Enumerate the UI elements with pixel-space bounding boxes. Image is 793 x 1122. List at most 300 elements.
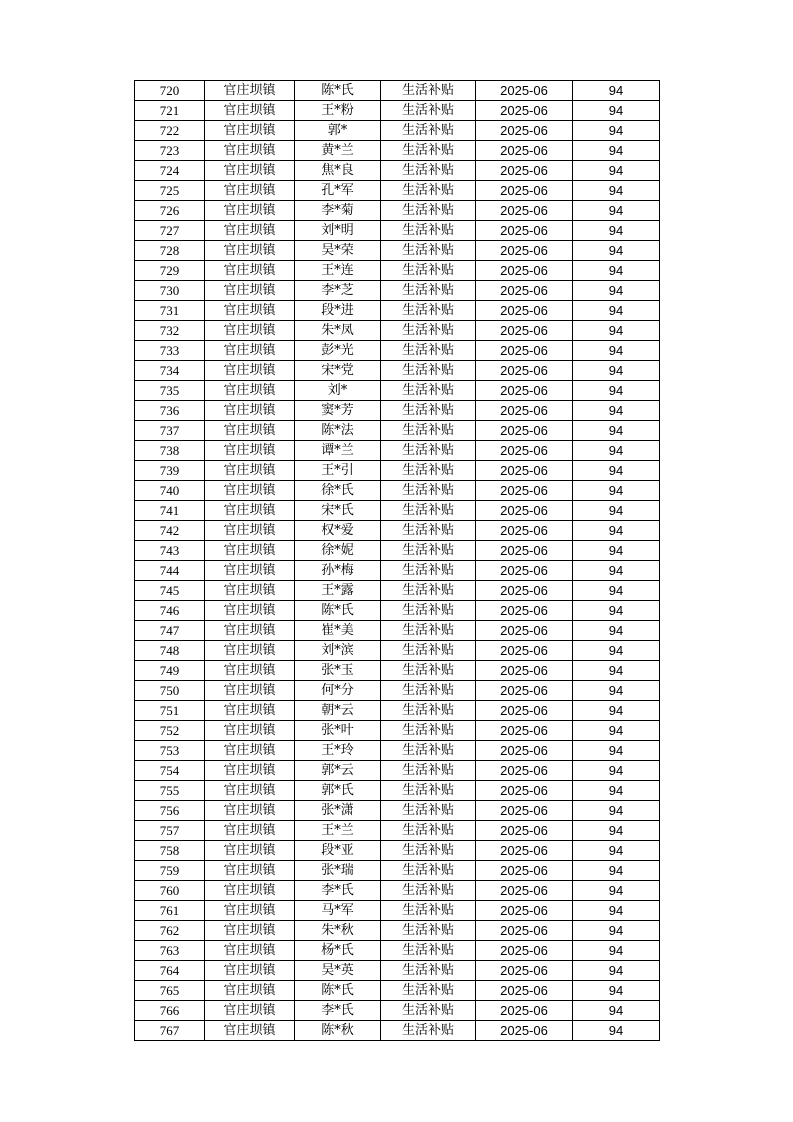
amount-cell: 94 bbox=[573, 561, 660, 581]
town-cell: 官庄坝镇 bbox=[205, 161, 295, 181]
table-row bbox=[135, 841, 660, 861]
period-cell: 2025-06 bbox=[476, 881, 573, 901]
table-row bbox=[135, 81, 660, 101]
subsidy-type-cell: 生活补贴 bbox=[381, 381, 476, 401]
subsidy-type-cell: 生活补贴 bbox=[381, 341, 476, 361]
table-row bbox=[135, 261, 660, 281]
period-cell: 2025-06 bbox=[476, 181, 573, 201]
subsidy-type-cell: 生活补贴 bbox=[381, 161, 476, 181]
row-number-cell: 755 bbox=[135, 781, 205, 801]
table-row bbox=[135, 401, 660, 421]
subsidy-type-cell: 生活补贴 bbox=[381, 661, 476, 681]
period-cell: 2025-06 bbox=[476, 161, 573, 181]
amount-cell: 94 bbox=[573, 621, 660, 641]
period-cell: 2025-06 bbox=[476, 581, 573, 601]
row-number-cell: 748 bbox=[135, 641, 205, 661]
town-cell: 官庄坝镇 bbox=[205, 361, 295, 381]
row-number-cell: 761 bbox=[135, 901, 205, 921]
recipient-name-cell: 李*氏 bbox=[295, 1001, 381, 1021]
period-cell: 2025-06 bbox=[476, 841, 573, 861]
recipient-name-cell: 段*亚 bbox=[295, 841, 381, 861]
amount-cell: 94 bbox=[573, 381, 660, 401]
row-number-cell: 757 bbox=[135, 821, 205, 841]
row-number-cell: 756 bbox=[135, 801, 205, 821]
row-number-cell: 728 bbox=[135, 241, 205, 261]
table-row bbox=[135, 961, 660, 981]
recipient-name-cell: 徐*妮 bbox=[295, 541, 381, 561]
table-row bbox=[135, 101, 660, 121]
recipient-name-cell: 崔*美 bbox=[295, 621, 381, 641]
row-number-cell: 753 bbox=[135, 741, 205, 761]
period-cell: 2025-06 bbox=[476, 681, 573, 701]
subsidy-type-cell: 生活补贴 bbox=[381, 261, 476, 281]
period-cell: 2025-06 bbox=[476, 641, 573, 661]
recipient-name-cell: 宋*党 bbox=[295, 361, 381, 381]
row-number-cell: 734 bbox=[135, 361, 205, 381]
period-cell: 2025-06 bbox=[476, 461, 573, 481]
period-cell: 2025-06 bbox=[476, 421, 573, 441]
town-cell: 官庄坝镇 bbox=[205, 241, 295, 261]
subsidy-type-cell: 生活补贴 bbox=[381, 921, 476, 941]
recipient-name-cell: 徐*氏 bbox=[295, 481, 381, 501]
period-cell: 2025-06 bbox=[476, 561, 573, 581]
table-row bbox=[135, 501, 660, 521]
town-cell: 官庄坝镇 bbox=[205, 481, 295, 501]
town-cell: 官庄坝镇 bbox=[205, 861, 295, 881]
period-cell: 2025-06 bbox=[476, 781, 573, 801]
subsidy-type-cell: 生活补贴 bbox=[381, 721, 476, 741]
row-number-cell: 727 bbox=[135, 221, 205, 241]
period-cell: 2025-06 bbox=[476, 321, 573, 341]
town-cell: 官庄坝镇 bbox=[205, 541, 295, 561]
amount-cell: 94 bbox=[573, 841, 660, 861]
town-cell: 官庄坝镇 bbox=[205, 301, 295, 321]
subsidy-type-cell: 生活补贴 bbox=[381, 681, 476, 701]
recipient-name-cell: 李*菊 bbox=[295, 201, 381, 221]
table-row bbox=[135, 301, 660, 321]
recipient-name-cell: 孙*梅 bbox=[295, 561, 381, 581]
subsidy-type-cell: 生活补贴 bbox=[381, 741, 476, 761]
recipient-name-cell: 王*连 bbox=[295, 261, 381, 281]
table-row bbox=[135, 181, 660, 201]
town-cell: 官庄坝镇 bbox=[205, 621, 295, 641]
recipient-name-cell: 陈*氏 bbox=[295, 981, 381, 1001]
period-cell: 2025-06 bbox=[476, 821, 573, 841]
amount-cell: 94 bbox=[573, 241, 660, 261]
table-row bbox=[135, 481, 660, 501]
recipient-name-cell: 郭*氏 bbox=[295, 781, 381, 801]
row-number-cell: 744 bbox=[135, 561, 205, 581]
town-cell: 官庄坝镇 bbox=[205, 201, 295, 221]
recipient-name-cell: 李*氏 bbox=[295, 881, 381, 901]
town-cell: 官庄坝镇 bbox=[205, 641, 295, 661]
row-number-cell: 743 bbox=[135, 541, 205, 561]
town-cell: 官庄坝镇 bbox=[205, 381, 295, 401]
table-row bbox=[135, 761, 660, 781]
table-row bbox=[135, 361, 660, 381]
period-cell: 2025-06 bbox=[476, 801, 573, 821]
table-row bbox=[135, 341, 660, 361]
recipient-name-cell: 朝*云 bbox=[295, 701, 381, 721]
row-number-cell: 742 bbox=[135, 521, 205, 541]
period-cell: 2025-06 bbox=[476, 621, 573, 641]
subsidy-type-cell: 生活补贴 bbox=[381, 221, 476, 241]
amount-cell: 94 bbox=[573, 281, 660, 301]
subsidy-type-cell: 生活补贴 bbox=[381, 141, 476, 161]
period-cell: 2025-06 bbox=[476, 221, 573, 241]
subsidy-type-cell: 生活补贴 bbox=[381, 901, 476, 921]
subsidy-type-cell: 生活补贴 bbox=[381, 841, 476, 861]
town-cell: 官庄坝镇 bbox=[205, 1001, 295, 1021]
table-row bbox=[135, 141, 660, 161]
period-cell: 2025-06 bbox=[476, 521, 573, 541]
amount-cell: 94 bbox=[573, 881, 660, 901]
period-cell: 2025-06 bbox=[476, 361, 573, 381]
town-cell: 官庄坝镇 bbox=[205, 761, 295, 781]
period-cell: 2025-06 bbox=[476, 761, 573, 781]
subsidy-type-cell: 生活补贴 bbox=[381, 641, 476, 661]
table-row bbox=[135, 721, 660, 741]
row-number-cell: 749 bbox=[135, 661, 205, 681]
town-cell: 官庄坝镇 bbox=[205, 561, 295, 581]
subsidy-type-cell: 生活补贴 bbox=[381, 801, 476, 821]
table-row bbox=[135, 221, 660, 241]
row-number-cell: 735 bbox=[135, 381, 205, 401]
period-cell: 2025-06 bbox=[476, 301, 573, 321]
amount-cell: 94 bbox=[573, 141, 660, 161]
recipient-name-cell: 彭*光 bbox=[295, 341, 381, 361]
subsidy-type-cell: 生活补贴 bbox=[381, 301, 476, 321]
recipient-name-cell: 王*引 bbox=[295, 461, 381, 481]
row-number-cell: 762 bbox=[135, 921, 205, 941]
table-row bbox=[135, 741, 660, 761]
recipient-name-cell: 段*进 bbox=[295, 301, 381, 321]
subsidy-type-cell: 生活补贴 bbox=[381, 861, 476, 881]
row-number-cell: 731 bbox=[135, 301, 205, 321]
town-cell: 官庄坝镇 bbox=[205, 601, 295, 621]
row-number-cell: 739 bbox=[135, 461, 205, 481]
amount-cell: 94 bbox=[573, 641, 660, 661]
table-row bbox=[135, 881, 660, 901]
subsidy-type-cell: 生活补贴 bbox=[381, 701, 476, 721]
recipient-name-cell: 宋*氏 bbox=[295, 501, 381, 521]
period-cell: 2025-06 bbox=[476, 661, 573, 681]
recipient-name-cell: 吴*英 bbox=[295, 961, 381, 981]
amount-cell: 94 bbox=[573, 741, 660, 761]
amount-cell: 94 bbox=[573, 481, 660, 501]
table-row bbox=[135, 201, 660, 221]
table-row bbox=[135, 901, 660, 921]
subsidy-type-cell: 生活补贴 bbox=[381, 541, 476, 561]
period-cell: 2025-06 bbox=[476, 601, 573, 621]
period-cell: 2025-06 bbox=[476, 241, 573, 261]
recipient-name-cell: 何*分 bbox=[295, 681, 381, 701]
amount-cell: 94 bbox=[573, 521, 660, 541]
row-number-cell: 738 bbox=[135, 441, 205, 461]
amount-cell: 94 bbox=[573, 501, 660, 521]
subsidy-table bbox=[134, 80, 660, 1041]
period-cell: 2025-06 bbox=[476, 341, 573, 361]
subsidy-type-cell: 生活补贴 bbox=[381, 601, 476, 621]
recipient-name-cell: 张*玉 bbox=[295, 661, 381, 681]
amount-cell: 94 bbox=[573, 821, 660, 841]
subsidy-type-cell: 生活补贴 bbox=[381, 421, 476, 441]
period-cell: 2025-06 bbox=[476, 101, 573, 121]
town-cell: 官庄坝镇 bbox=[205, 961, 295, 981]
amount-cell: 94 bbox=[573, 301, 660, 321]
amount-cell: 94 bbox=[573, 461, 660, 481]
recipient-name-cell: 孔*军 bbox=[295, 181, 381, 201]
recipient-name-cell: 陈*氏 bbox=[295, 601, 381, 621]
table-row bbox=[135, 941, 660, 961]
table-row bbox=[135, 161, 660, 181]
subsidy-type-cell: 生活补贴 bbox=[381, 121, 476, 141]
period-cell: 2025-06 bbox=[476, 261, 573, 281]
recipient-name-cell: 王*粉 bbox=[295, 101, 381, 121]
town-cell: 官庄坝镇 bbox=[205, 281, 295, 301]
subsidy-type-cell: 生活补贴 bbox=[381, 821, 476, 841]
subsidy-type-cell: 生活补贴 bbox=[381, 581, 476, 601]
recipient-name-cell: 刘*明 bbox=[295, 221, 381, 241]
town-cell: 官庄坝镇 bbox=[205, 781, 295, 801]
town-cell: 官庄坝镇 bbox=[205, 461, 295, 481]
subsidy-type-cell: 生活补贴 bbox=[381, 241, 476, 261]
recipient-name-cell: 陈*氏 bbox=[295, 81, 381, 101]
row-number-cell: 750 bbox=[135, 681, 205, 701]
row-number-cell: 722 bbox=[135, 121, 205, 141]
amount-cell: 94 bbox=[573, 321, 660, 341]
row-number-cell: 754 bbox=[135, 761, 205, 781]
town-cell: 官庄坝镇 bbox=[205, 941, 295, 961]
period-cell: 2025-06 bbox=[476, 141, 573, 161]
row-number-cell: 736 bbox=[135, 401, 205, 421]
recipient-name-cell: 李*芝 bbox=[295, 281, 381, 301]
subsidy-type-cell: 生活补贴 bbox=[381, 281, 476, 301]
period-cell: 2025-06 bbox=[476, 1001, 573, 1021]
subsidy-type-cell: 生活补贴 bbox=[381, 881, 476, 901]
town-cell: 官庄坝镇 bbox=[205, 221, 295, 241]
subsidy-type-cell: 生活补贴 bbox=[381, 401, 476, 421]
town-cell: 官庄坝镇 bbox=[205, 681, 295, 701]
recipient-name-cell: 陈*法 bbox=[295, 421, 381, 441]
recipient-name-cell: 焦*良 bbox=[295, 161, 381, 181]
recipient-name-cell: 马*军 bbox=[295, 901, 381, 921]
subsidy-type-cell: 生活补贴 bbox=[381, 561, 476, 581]
amount-cell: 94 bbox=[573, 181, 660, 201]
subsidy-type-cell: 生活补贴 bbox=[381, 321, 476, 341]
row-number-cell: 733 bbox=[135, 341, 205, 361]
town-cell: 官庄坝镇 bbox=[205, 261, 295, 281]
subsidy-type-cell: 生活补贴 bbox=[381, 1021, 476, 1041]
recipient-name-cell: 谭*兰 bbox=[295, 441, 381, 461]
subsidy-type-cell: 生活补贴 bbox=[381, 101, 476, 121]
town-cell: 官庄坝镇 bbox=[205, 501, 295, 521]
recipient-name-cell: 杨*氏 bbox=[295, 941, 381, 961]
period-cell: 2025-06 bbox=[476, 481, 573, 501]
table-row bbox=[135, 521, 660, 541]
row-number-cell: 752 bbox=[135, 721, 205, 741]
recipient-name-cell: 张*叶 bbox=[295, 721, 381, 741]
amount-cell: 94 bbox=[573, 81, 660, 101]
table-row bbox=[135, 541, 660, 561]
table-row bbox=[135, 641, 660, 661]
town-cell: 官庄坝镇 bbox=[205, 401, 295, 421]
town-cell: 官庄坝镇 bbox=[205, 981, 295, 1001]
subsidy-type-cell: 生活补贴 bbox=[381, 981, 476, 1001]
subsidy-type-cell: 生活补贴 bbox=[381, 941, 476, 961]
row-number-cell: 763 bbox=[135, 941, 205, 961]
subsidy-type-cell: 生活补贴 bbox=[381, 181, 476, 201]
table-row bbox=[135, 461, 660, 481]
town-cell: 官庄坝镇 bbox=[205, 121, 295, 141]
amount-cell: 94 bbox=[573, 781, 660, 801]
amount-cell: 94 bbox=[573, 961, 660, 981]
subsidy-type-cell: 生活补贴 bbox=[381, 501, 476, 521]
town-cell: 官庄坝镇 bbox=[205, 581, 295, 601]
amount-cell: 94 bbox=[573, 761, 660, 781]
amount-cell: 94 bbox=[573, 941, 660, 961]
amount-cell: 94 bbox=[573, 601, 660, 621]
amount-cell: 94 bbox=[573, 121, 660, 141]
amount-cell: 94 bbox=[573, 981, 660, 1001]
recipient-name-cell: 朱*秋 bbox=[295, 921, 381, 941]
table-row bbox=[135, 661, 660, 681]
row-number-cell: 732 bbox=[135, 321, 205, 341]
row-number-cell: 729 bbox=[135, 261, 205, 281]
town-cell: 官庄坝镇 bbox=[205, 321, 295, 341]
town-cell: 官庄坝镇 bbox=[205, 921, 295, 941]
table-row bbox=[135, 681, 660, 701]
amount-cell: 94 bbox=[573, 441, 660, 461]
table-row bbox=[135, 561, 660, 581]
table-row bbox=[135, 1021, 660, 1041]
table-row bbox=[135, 621, 660, 641]
table-row bbox=[135, 581, 660, 601]
row-number-cell: 730 bbox=[135, 281, 205, 301]
period-cell: 2025-06 bbox=[476, 501, 573, 521]
row-number-cell: 759 bbox=[135, 861, 205, 881]
town-cell: 官庄坝镇 bbox=[205, 721, 295, 741]
amount-cell: 94 bbox=[573, 541, 660, 561]
amount-cell: 94 bbox=[573, 861, 660, 881]
row-number-cell: 767 bbox=[135, 1021, 205, 1041]
row-number-cell: 725 bbox=[135, 181, 205, 201]
town-cell: 官庄坝镇 bbox=[205, 421, 295, 441]
table-row bbox=[135, 921, 660, 941]
amount-cell: 94 bbox=[573, 661, 660, 681]
town-cell: 官庄坝镇 bbox=[205, 701, 295, 721]
town-cell: 官庄坝镇 bbox=[205, 741, 295, 761]
amount-cell: 94 bbox=[573, 201, 660, 221]
amount-cell: 94 bbox=[573, 921, 660, 941]
town-cell: 官庄坝镇 bbox=[205, 141, 295, 161]
recipient-name-cell: 黄*兰 bbox=[295, 141, 381, 161]
recipient-name-cell: 王*玲 bbox=[295, 741, 381, 761]
amount-cell: 94 bbox=[573, 361, 660, 381]
period-cell: 2025-06 bbox=[476, 901, 573, 921]
subsidy-type-cell: 生活补贴 bbox=[381, 81, 476, 101]
town-cell: 官庄坝镇 bbox=[205, 341, 295, 361]
recipient-name-cell: 陈*秋 bbox=[295, 1021, 381, 1041]
town-cell: 官庄坝镇 bbox=[205, 661, 295, 681]
row-number-cell: 745 bbox=[135, 581, 205, 601]
table-row bbox=[135, 861, 660, 881]
town-cell: 官庄坝镇 bbox=[205, 441, 295, 461]
subsidy-type-cell: 生活补贴 bbox=[381, 521, 476, 541]
town-cell: 官庄坝镇 bbox=[205, 181, 295, 201]
amount-cell: 94 bbox=[573, 801, 660, 821]
subsidy-type-cell: 生活补贴 bbox=[381, 361, 476, 381]
period-cell: 2025-06 bbox=[476, 201, 573, 221]
period-cell: 2025-06 bbox=[476, 721, 573, 741]
subsidy-type-cell: 生活补贴 bbox=[381, 961, 476, 981]
recipient-name-cell: 王*兰 bbox=[295, 821, 381, 841]
period-cell: 2025-06 bbox=[476, 941, 573, 961]
subsidy-type-cell: 生活补贴 bbox=[381, 781, 476, 801]
period-cell: 2025-06 bbox=[476, 81, 573, 101]
table-row bbox=[135, 321, 660, 341]
row-number-cell: 764 bbox=[135, 961, 205, 981]
subsidy-type-cell: 生活补贴 bbox=[381, 481, 476, 501]
recipient-name-cell: 朱*凤 bbox=[295, 321, 381, 341]
period-cell: 2025-06 bbox=[476, 861, 573, 881]
town-cell: 官庄坝镇 bbox=[205, 801, 295, 821]
period-cell: 2025-06 bbox=[476, 381, 573, 401]
table-row bbox=[135, 1001, 660, 1021]
subsidy-type-cell: 生活补贴 bbox=[381, 461, 476, 481]
town-cell: 官庄坝镇 bbox=[205, 81, 295, 101]
recipient-name-cell: 郭*云 bbox=[295, 761, 381, 781]
subsidy-type-cell: 生活补贴 bbox=[381, 761, 476, 781]
table-row bbox=[135, 801, 660, 821]
amount-cell: 94 bbox=[573, 161, 660, 181]
row-number-cell: 747 bbox=[135, 621, 205, 641]
period-cell: 2025-06 bbox=[476, 441, 573, 461]
row-number-cell: 726 bbox=[135, 201, 205, 221]
table-row bbox=[135, 981, 660, 1001]
amount-cell: 94 bbox=[573, 261, 660, 281]
town-cell: 官庄坝镇 bbox=[205, 841, 295, 861]
period-cell: 2025-06 bbox=[476, 961, 573, 981]
recipient-name-cell: 吴*荣 bbox=[295, 241, 381, 261]
table-row bbox=[135, 601, 660, 621]
row-number-cell: 765 bbox=[135, 981, 205, 1001]
amount-cell: 94 bbox=[573, 1021, 660, 1041]
recipient-name-cell: 权*爱 bbox=[295, 521, 381, 541]
row-number-cell: 737 bbox=[135, 421, 205, 441]
amount-cell: 94 bbox=[573, 581, 660, 601]
amount-cell: 94 bbox=[573, 401, 660, 421]
amount-cell: 94 bbox=[573, 901, 660, 921]
recipient-name-cell: 王*露 bbox=[295, 581, 381, 601]
subsidy-type-cell: 生活补贴 bbox=[381, 1001, 476, 1021]
period-cell: 2025-06 bbox=[476, 921, 573, 941]
recipient-name-cell: 窦*芳 bbox=[295, 401, 381, 421]
period-cell: 2025-06 bbox=[476, 401, 573, 421]
amount-cell: 94 bbox=[573, 1001, 660, 1021]
period-cell: 2025-06 bbox=[476, 741, 573, 761]
row-number-cell: 766 bbox=[135, 1001, 205, 1021]
recipient-name-cell: 张*瑞 bbox=[295, 861, 381, 881]
row-number-cell: 740 bbox=[135, 481, 205, 501]
row-number-cell: 751 bbox=[135, 701, 205, 721]
subsidy-table-body bbox=[135, 81, 660, 1041]
town-cell: 官庄坝镇 bbox=[205, 901, 295, 921]
town-cell: 官庄坝镇 bbox=[205, 821, 295, 841]
table-row bbox=[135, 281, 660, 301]
subsidy-type-cell: 生活补贴 bbox=[381, 201, 476, 221]
town-cell: 官庄坝镇 bbox=[205, 1021, 295, 1041]
